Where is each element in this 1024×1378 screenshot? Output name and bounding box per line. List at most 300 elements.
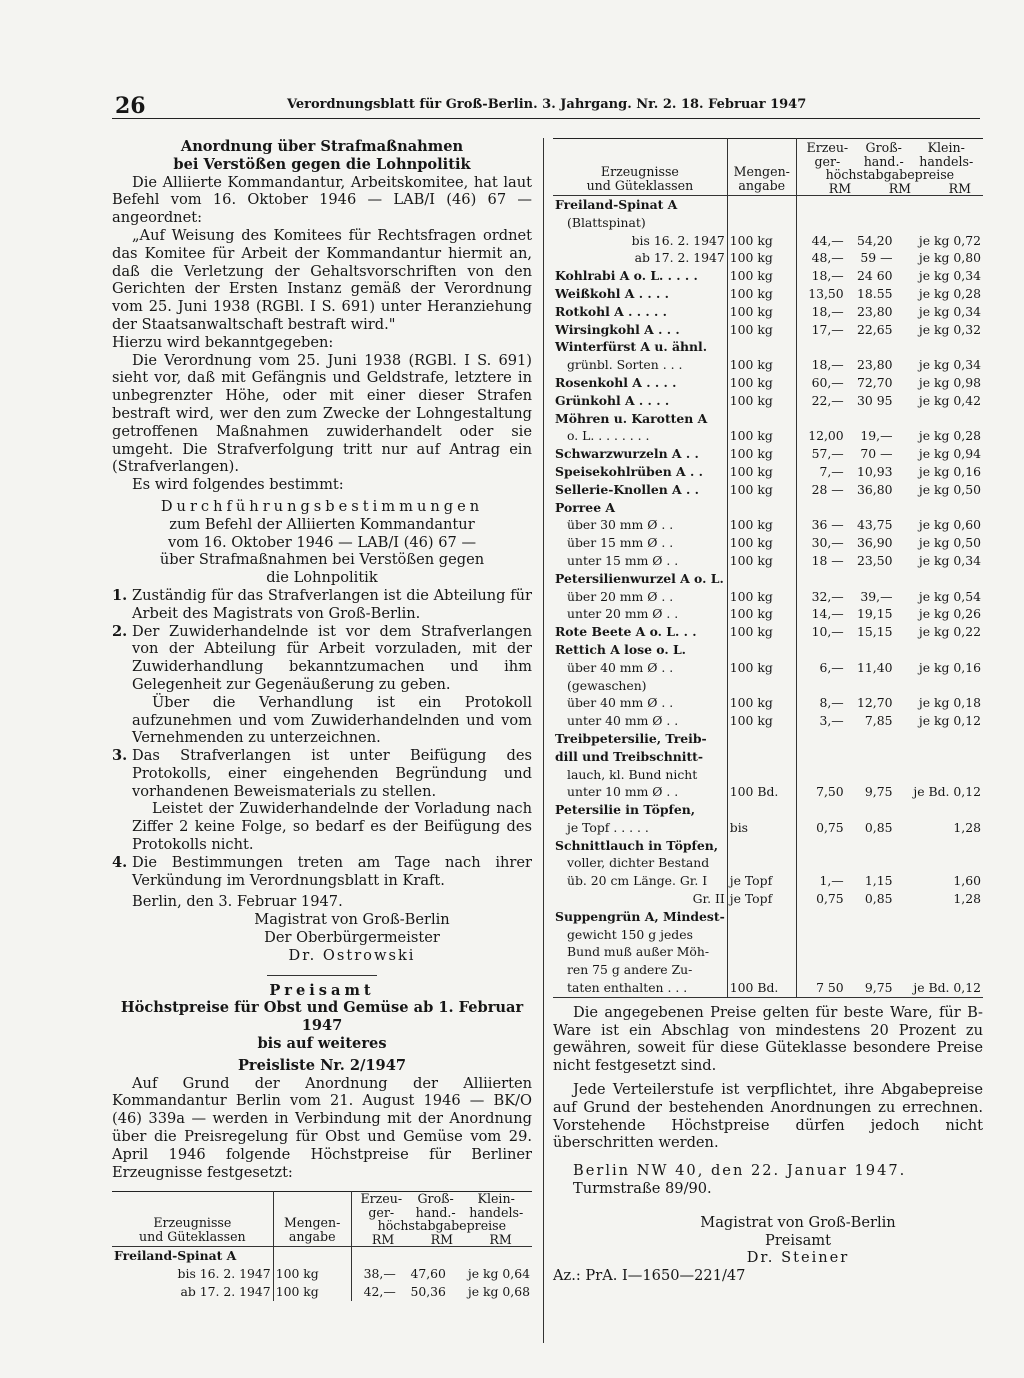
price-title-2: bis auf weiteres [257,1035,387,1053]
product-cell: Kohlrabi A o. L. . . . . [553,267,727,285]
wholesale-price-cell: 23,80 [856,303,893,319]
col-unit-label: Mengen- [284,1215,341,1231]
retail-price-cell [894,570,983,588]
product-cell: Schwarzwurzeln A . . [553,445,727,463]
order-title-1: Anordnung über Strafmaßnahmen [180,138,464,155]
unit-cell: 100 kg [727,516,796,534]
wholesale-price-cell: 30 95 [856,392,893,408]
table-row [553,961,983,979]
product-cell: unter 10 mm Ø . . [553,783,727,801]
preisamt-title: Preisamt [269,981,375,999]
hand-text: hand.- [863,153,904,169]
wholesale-price-cell: 54,20 [856,232,893,248]
table-row [553,819,983,837]
header-rule [112,118,980,119]
product-cell: ab 17. 2. 1947 [112,1283,273,1301]
product-cell: über 20 mm Ø . . [553,588,727,606]
producer-price-cell [796,677,845,695]
col-product-label-2: und Güteklassen [139,1228,246,1244]
product-cell: Grünkohl A . . . . [553,392,727,410]
retail-price-cell [894,338,983,356]
price-table-right [553,138,983,997]
wholesale-price-cell: 23,50 [856,552,893,568]
producer-price-cell: 1,— [819,873,844,889]
wholesale-price-cell: 70 — [860,446,893,462]
unit-cell [727,196,796,214]
unit-cell: bis [727,819,796,837]
table-row [553,890,983,908]
unit-cell: 100 kg [727,463,796,481]
retail-price-cell: je kg 0,50 [918,535,981,551]
wholesale-price-cell: 36,80 [856,481,893,497]
unit-cell [727,926,796,944]
product-cell: üb. 20 cm Länge. Gr. I [553,872,727,890]
unit-cell: 100 kg [273,1283,351,1301]
retail-price-cell [894,641,983,659]
retail-price-cell: 1,28 [953,891,981,907]
wholesale-price-cell [846,766,895,784]
wholesale-price-cell: 22,65 [856,321,893,337]
retail-price-cell: je kg 0,42 [918,392,981,408]
product-cell: unter 15 mm Ø . . [553,552,727,570]
col-product-header [112,1192,273,1247]
impl-title: Durchführungsbestimmungen [160,497,484,515]
table-row [112,1283,532,1301]
product-cell: Weißkohl A . . . . [553,285,727,303]
table-row [553,516,983,534]
product-cell: (gewaschen) [553,677,727,695]
wholesale-price-cell [846,499,895,517]
producer-price-cell: 28 — [811,481,844,497]
wholesale-price-cell [846,926,895,944]
ger-text: ger- [814,153,841,169]
page-number: 26 [115,93,146,119]
signature-magistrat: Magistrat von Groß-Berlin [254,911,450,929]
producer-price-cell [796,410,845,428]
producer-price-cell [796,801,845,819]
price-intro: Auf Grund der Anordnung der Alliierten Kommandantur Berlin vom 21. August 1946 — BK/O (46) 339a — werden in Verbindung mit der Anordnung über die Preisregelung für Obst und Gemüse vom 29. April 1946 folgende Höchstpreise für Berliner Erzeugnisse festgesetzt: [112,1074,532,1181]
unit-cell: je Topf [727,872,796,890]
retail-price-cell: je kg 0,98 [918,374,981,390]
table-row [553,463,983,481]
retail-price-cell [894,214,983,232]
handels-text: handels- [469,1204,524,1220]
unit-cell: 100 kg [727,321,796,339]
producer-price-cell: 48,— [811,250,844,266]
retail-price-cell: je kg 0,34 [918,357,981,373]
item-2 [112,623,532,694]
left-column [112,138,532,1301]
table-row [553,712,983,730]
wholesale-price-cell: 19,— [860,428,893,444]
ger-text: ger- [368,1204,395,1220]
table-row [553,214,983,232]
col-product-header [553,139,727,196]
producer-price-cell [796,196,845,214]
order-title-2: bei Verstößen gegen die Lohnpolitik [173,155,471,173]
table-row [553,623,983,641]
retail-price-cell [894,766,983,784]
table-row [553,338,983,356]
unit-cell [273,1247,351,1265]
product-cell: taten enthalten . . . [553,979,727,997]
date-line: Berlin, den 3. Februar 1947. [132,893,343,911]
signature-office: Preisamt [765,1231,831,1249]
product-cell: bis 16. 2. 1947 [553,232,727,250]
wholesale-price-cell: 24 60 [856,268,893,284]
col-prices-header [351,1192,532,1247]
unit-cell: 100 kg [727,659,796,677]
product-cell: lauch, kl. Bund nicht [553,766,727,784]
item-1 [112,587,532,623]
rm-label: RM [489,1231,512,1247]
item-3-continuation: Leistet der Zuwiderhandelnde der Vorladung nach Ziffer 2 keine Folge, so bedarf es der Beifügung des Protokolls nicht. [132,800,532,854]
unit-cell: 100 kg [727,481,796,499]
table-row [553,926,983,944]
retail-price-cell: je kg 0,60 [918,517,981,533]
unit-cell: 100 kg [727,356,796,374]
unit-cell: 100 kg [727,605,796,623]
wholesale-price-cell [398,1247,448,1265]
producer-price-cell: 8,— [819,695,844,711]
product-cell: Treibpetersilie, Treib- [553,730,727,748]
col-max-price-label: höchstabgabepreise [825,167,955,182]
wholesale-price-cell: 15,15 [856,624,893,640]
unit-cell [727,908,796,926]
retail-price-cell: je kg 0,50 [918,481,981,497]
item-text: Der Zuwiderhandelnde ist vor dem Strafverlangen von der Abteilung für Arbeit vorzuladen, mit der Zuwiderhandlung bekanntzumachen und ihm Gelegenheit zur Gegenäußerung zu geben. [132,622,532,693]
product-cell: über 15 mm Ø . . [553,534,727,552]
unit-cell: 100 kg [727,588,796,606]
wholesale-price-cell: 11,40 [856,659,893,675]
wholesale-price-cell: 18.55 [856,285,893,301]
wholesale-price-cell [846,908,895,926]
street-line: Turmstraße 89/90. [573,1180,712,1198]
handels-text: handels- [919,153,974,169]
col-unit-label-2: angabe [288,1228,336,1244]
signature-name: Dr. Ostrowski [288,946,416,964]
producer-price-cell [796,730,845,748]
producer-price-cell: 13,50 [808,285,844,301]
retail-price-cell: je kg 0,80 [918,250,981,266]
unit-cell [727,338,796,356]
product-cell: Bund muß außer Möh- [553,943,727,961]
wholesale-price-cell [846,196,895,214]
table-row [553,534,983,552]
wholesale-price-cell [846,677,895,695]
unit-cell [727,943,796,961]
retail-price-cell: je kg 0,12 [918,713,981,729]
producer-price-cell: 36 — [811,517,844,533]
product-cell: je Topf . . . . . [553,819,727,837]
quality-note: Die angegebenen Preise gelten für beste Ware, für B-Ware ist ein Abschlag von mindestens 20 Prozent zu gewähren, soweit für diese Güteklasse besondere Preise nicht festgesetzt sind. [553,1003,983,1075]
product-cell: Schnittlauch in Töpfen, [553,837,727,855]
wholesale-price-cell: 10,93 [856,463,893,479]
product-cell: Freiland-Spinat A [553,196,727,214]
product-cell: Möhren u. Karotten A [553,410,727,428]
producer-price-cell [796,748,845,766]
wholesale-price-cell [846,570,895,588]
table-end-rule [553,997,983,998]
item-number: 2. [112,622,128,640]
item-2-continuation: Über die Verhandlung ist ein Protokoll aufzunehmen und vom Zuwiderhandelnden und vom Vernehmenden zu unterzeichnen. [132,693,532,747]
unit-cell: 100 kg [273,1265,351,1283]
retail-price-cell [894,499,983,517]
wholesale-price-cell: 0,85 [864,891,893,907]
wholesale-price-cell: 7,85 [864,713,893,729]
wholesale-price-cell [846,801,895,819]
retail-price-cell: je kg 0,18 [918,695,981,711]
table-row [553,854,983,872]
unit-cell: 100 Bd. [727,783,796,801]
product-cell: ab 17. 2. 1947 [553,249,727,267]
col-retail-label [469,1192,523,1219]
wholesale-price-cell [846,837,895,855]
item-text: Die Bestimmungen treten am Tage nach ihrer Verkündung im Verordnungsblatt in Kraft. [132,853,532,889]
table-row [553,321,983,339]
table-row [553,267,983,285]
producer-price-cell: 3,— [819,713,844,729]
retail-price-cell [894,837,983,855]
col-product-label-2: und Güteklassen [586,177,694,193]
table-row [553,303,983,321]
wholesale-price-cell [846,338,895,356]
col-max-price-label: höchstabgabepreise [377,1218,507,1234]
erzeu-text: Erzeu- [360,1191,403,1207]
producer-price-cell: 18,— [811,303,844,319]
retail-price-cell: je kg 0,34 [918,268,981,284]
signature-name-right: Dr. Steiner [746,1249,850,1267]
unit-cell [727,748,796,766]
section-divider [267,975,377,976]
table-row [553,427,983,445]
col-retail-label [919,141,973,168]
producer-price-cell: 14,— [811,606,844,622]
wholesale-price-cell [846,961,895,979]
retail-price-cell: je kg 0,16 [918,463,981,479]
rm-label: RM [948,180,971,196]
producer-price-cell: 18 — [811,552,844,568]
column-divider [543,138,544,1343]
producer-price-cell [796,837,845,855]
unit-cell: 100 kg [727,427,796,445]
product-cell: unter 40 mm Ø . . [553,712,727,730]
unit-cell: 100 kg [727,303,796,321]
table-row [553,766,983,784]
wholesale-price-cell: 43,75 [856,517,893,533]
producer-price-cell: 60,— [811,374,844,390]
gross-text: Groß- [865,140,902,155]
price-list-number: Preisliste Nr. 2/1947 [237,1056,407,1074]
quote-paragraph: „Auf Weisung des Komitees für Rechtsfragen ordnet das Komitee für Arbeit der Kommandantur hiermit an, daß die Verletzung der Gehaltsvorschriften von den Gerichten der Ersten Instanz gemäß der Verordnung vom 25. Juni 1938 (RGBl. I S. 691) unter Heranziehung der Staatsanwaltschaft bestraft wird." [112,226,532,333]
wholesale-price-cell [846,943,895,961]
retail-price-cell: je kg 0,94 [918,446,981,462]
producer-price-cell [796,961,845,979]
producer-price-cell: 12,00 [808,428,844,444]
unit-cell: 100 kg [727,392,796,410]
price-table-left [112,1191,532,1300]
impl-subtitle: zum Befehl der Alliierten Kommandantur vom 16. Oktober 1946 — LAB/I (46) 67 — über Strafmaßnahmen bei Verstößen gegen die Lohnpolitik [159,515,485,587]
reference-number: Az.: PrA. I—1650—221/47 [553,1267,746,1285]
retail-price-cell: je Bd. 0,12 [913,784,981,800]
col-unit-header [727,139,796,196]
retail-price-cell [894,943,983,961]
wholesale-price-cell [846,854,895,872]
product-cell: dill und Treibschnitt- [553,748,727,766]
product-cell: (Blattspinat) [553,214,727,232]
item-text: Zuständig für das Strafverlangen ist die Abteilung für Arbeit des Magistrats von Groß-Berlin. [132,586,532,622]
retail-price-cell: je kg 0,16 [918,659,981,675]
retail-price-cell [894,854,983,872]
item-number: 4. [112,853,128,871]
unit-cell [727,641,796,659]
decree-paragraph: Die Verordnung vom 25. Juni 1938 (RGBl. I S. 691) sieht vor, daß mit Gefängnis und Geldstrafe, letztere in unbegrenzter Höhe, oder mit einer dieser Strafen bestraft wird, wer den zum Zwecke der Lohngestaltung getroffenen Maßnahmen zuwiderhandelt oder sie umgeht. Die Strafverfolgung tritt nur auf Antrag ein (Strafverlangen). [112,351,532,476]
klein-text: Klein- [927,140,965,155]
table-row [553,196,983,214]
item-number: 1. [112,586,128,604]
unit-cell [727,801,796,819]
erzeu-text: Erzeu- [806,140,849,155]
wholesale-price-cell: 12,70 [856,695,893,711]
right-column [553,138,983,1285]
product-cell: Porree A [553,499,727,517]
producer-price-cell [796,641,845,659]
col-product-label: Erzeugnisse [600,164,679,179]
table-row [553,356,983,374]
col-producer-label [807,141,849,168]
product-cell: Rosenkohl A . . . . [553,374,727,392]
wholesale-price-cell [846,641,895,659]
item-text: Das Strafverlangen ist unter Beifügung des Protokolls, einer eingehenden Begründung und vorhandenen Beweismaterials zu stellen. [132,747,532,800]
product-cell: o. L. . . . . . . . [553,427,727,445]
running-head: Verordnungsblatt für Groß-Berlin. 3. Jahrgang. Nr. 2. 18. Februar 1947 [287,97,807,112]
table-row [553,445,983,463]
product-cell: Rettich A lose o. L. [553,641,727,659]
calculation-note: Jede Verteilerstufe ist verpflichtet, ihre Abgabepreise auf Grund der bestehenden Anordnungen zu errechnen. Vorstehende Höchstpreise dürfen jedoch nicht überschritten werden. [553,1081,983,1152]
unit-cell [727,677,796,695]
table-row [553,694,983,712]
product-cell: Wirsingkohl A . . . [553,321,727,339]
producer-price-cell: 42,— [363,1284,396,1300]
col-producer-label [360,1192,402,1219]
wholesale-price-cell: 39,— [860,588,893,604]
unit-cell: 100 kg [727,694,796,712]
klein-text: Klein- [477,1191,515,1207]
retail-price-cell: 1,60 [953,873,981,889]
table-row [553,801,983,819]
product-cell: Gr. II [553,890,727,908]
unit-cell [727,854,796,872]
table-row [553,783,983,801]
price-title-1: Höchstpreise für Obst und Gemüse ab 1. Februar 1947 [120,999,524,1035]
table-row [553,641,983,659]
retail-price-cell: je kg 0,34 [918,303,981,319]
producer-price-cell: 6,— [819,659,844,675]
table-row [112,1265,532,1283]
product-cell: Speisekohlrüben A . . [553,463,727,481]
unit-cell: 100 kg [727,534,796,552]
rm-label: RM [828,180,852,196]
producer-price-cell: 0,75 [816,891,844,907]
product-cell: gewicht 150 g jedes [553,926,727,944]
product-cell: über 40 mm Ø . . [553,659,727,677]
rm-label: RM [888,180,912,196]
table-row [553,837,983,855]
producer-price-cell [796,766,845,784]
unit-cell [727,570,796,588]
table-row [553,232,983,250]
product-cell: voller, dichter Bestand [553,854,727,872]
unit-cell: 100 kg [727,623,796,641]
unit-cell: 100 kg [727,267,796,285]
wholesale-price-cell: 36,90 [856,535,893,551]
retail-price-cell: je kg 0,22 [918,624,981,640]
retail-price-cell: je kg 0,34 [918,552,981,568]
retail-price-cell: 1,28 [953,819,981,835]
wholesale-price-cell: 1,15 [864,873,893,889]
table-row [553,374,983,392]
intro-paragraph: Die Alliierte Kommandantur, Arbeitskomitee, hat laut Befehl vom 16. Oktober 1946 — LAB/I (46) 67 — angeordnet: [112,173,532,227]
table-row [553,872,983,890]
producer-price-cell [796,908,845,926]
table-row [553,943,983,961]
unit-cell: 100 kg [727,374,796,392]
retail-price-cell [894,410,983,428]
wholesale-price-cell [846,748,895,766]
col-product-label: Erzeugnisse [153,1215,232,1231]
unit-cell [727,837,796,855]
table-row [553,659,983,677]
table-row [553,552,983,570]
retail-price-cell: je kg 0,54 [918,588,981,604]
producer-price-cell [796,499,845,517]
wholesale-price-cell [846,730,895,748]
producer-price-cell: 7,— [819,463,844,479]
producer-price-cell: 7 50 [816,980,844,996]
rm-label: RM [430,1231,454,1247]
producer-price-cell: 57,— [811,446,844,462]
table-row [553,499,983,517]
wholesale-price-cell: 50,36 [410,1284,446,1300]
product-cell: Sellerie-Knollen A . . [553,481,727,499]
hand-text: hand.- [415,1204,456,1220]
retail-price-cell [448,1247,532,1265]
table-row [553,605,983,623]
retail-price-cell [894,196,983,214]
retail-price-cell: je kg 0,72 [918,232,981,248]
retail-price-cell [894,677,983,695]
table-row [553,570,983,588]
retail-price-cell: je Bd. 0,12 [913,980,981,996]
retail-price-cell: je kg 0,68 [467,1284,530,1300]
wholesale-price-cell [846,214,895,232]
unit-cell: 100 kg [727,712,796,730]
table-row [553,481,983,499]
col-prices-header [796,139,983,196]
producer-price-cell: 18,— [811,357,844,373]
signature-magistrat-right: Magistrat von Groß-Berlin [700,1213,896,1231]
unit-cell: 100 kg [727,285,796,303]
table-row [553,588,983,606]
unit-cell: 100 kg [727,445,796,463]
product-cell: Winterfürst A u. ähnl. [553,338,727,356]
table-row [112,1247,532,1265]
retail-price-cell: je kg 0,28 [918,428,981,444]
wholesale-price-cell: 47,60 [410,1266,446,1282]
unit-cell: 100 kg [727,232,796,250]
unit-cell: 100 kg [727,249,796,267]
rm-label: RM [371,1231,395,1247]
